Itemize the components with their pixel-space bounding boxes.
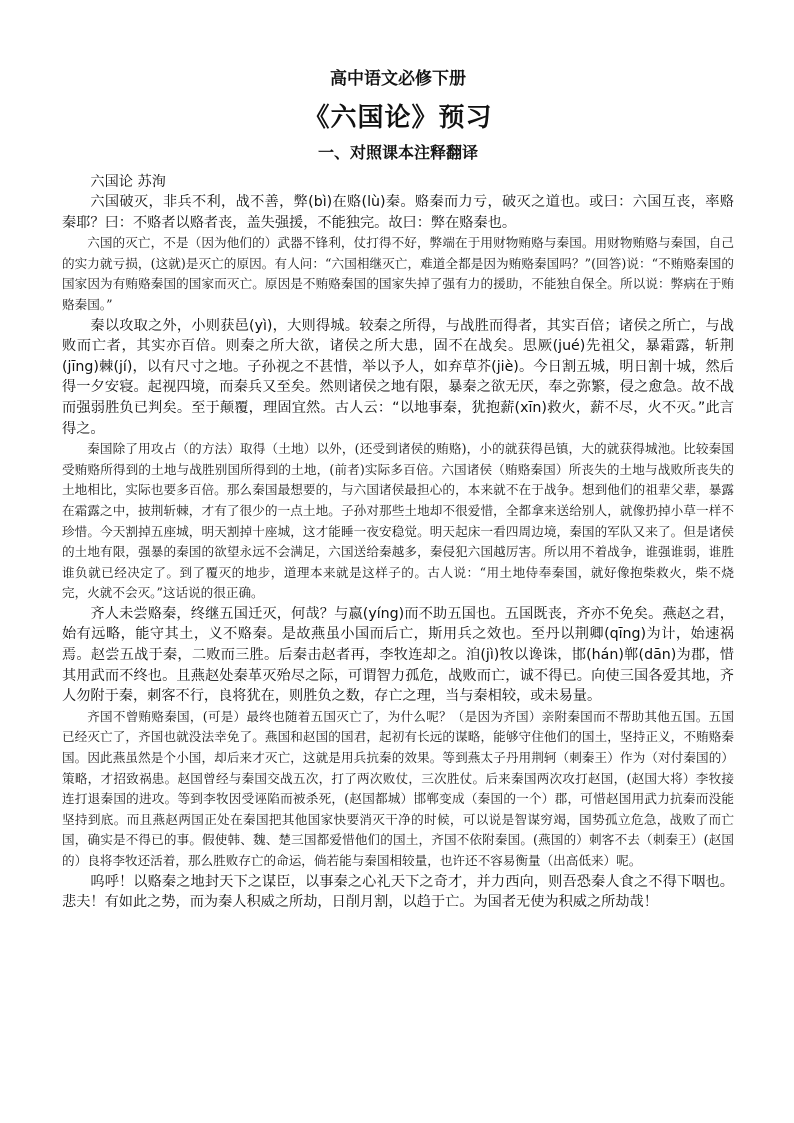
paragraph-translation-1: 六国的灭亡，不是（因为他们的）武器不锋利，仗打得不好，弊端在于用财物贿赂与秦国。用财物贿赂与秦国，自己的实力就亏损，(这就)是灭亡的原因。有人问：“六国相继灭亡，难道全都是因为贿赂秦国吗？”(回答)说：“不贿赂秦国的国家因为有贿赂秦国的国家而灭亡。原因是不贿赂秦国的国家失掉了强有力的援助，不能独自保全。所以说：弊病在于贿赂秦国。”: [62, 235, 734, 312]
paragraph-original-3: 齐人未尝赂秦，终继五国迁灭，何哉？与嬴(yíng)而不助五国也。五国既丧，齐亦不免矣。燕赵之君，始有远略，能守其土，义不赂秦。是故燕虽小国而后亡，斯用兵之效也。至丹以荆卿(qīng)为计，始速祸焉。赵尝五战于秦，二败而三胜。后秦击赵者再，李牧连却之。洎(jì)牧以谗诛，邯(hán)郸(dān)为郡，惜其用武而不终也。且燕赵处秦革灭殆尽之际，可谓智力孤危，战败而亡，诚不得已。向使三国各爱其地，齐人勿附于秦，刺客不行，良将犹在，则胜负之数，存亡之理，当与秦相较，或未易量。: [62, 605, 734, 705]
paragraph-translation-3: 齐国不曾贿赂秦国，(可是）最终也随着五国灭亡了，为什么呢？（是因为齐国）亲附秦国而不帮助其他五国。五国已经灭亡了，齐国也就没法幸免了。燕国和赵国的国君，起初有长远的谋略，能够守住他们的国土，坚持正义，不贿赂秦国。因此燕虽然是个小国，却后来才灭亡，这就是用兵抗秦的效果。等到燕太子丹用荆轲（刺秦王）作为（对付秦国的）策略，才招致祸患。赵国曾经与秦国交战五次，打了两次败仗，三次胜仗。后来秦国两次攻打赵国，(赵国大将）李牧接连打退秦国的进攻。等到李牧因受诬陷而被杀死，(赵国都城）邯郸变成（秦国的一个）郡，可惜赵国用武力抗秦而没能坚持到底。而且燕赵两国正处在秦国把其他国家快要消灭干净的时候，可以说是智谋穷竭，国势孤立危急，战败了而亡国，确实是不得已的事。假使韩、魏、楚三国都爱惜他们的国土，齐国不依附秦国。(燕国的）刺客不去（刺秦王）(赵国的）良将李牧还活着，那么胜败存亡的命运，倘若能与秦国相较量，也许还不容易衡量（出高低来）呢。: [62, 708, 734, 868]
subject-heading: 高中语文必修下册: [330, 69, 466, 89]
paragraph-original-1: 六国破灭，非兵不利，战不善，弊(bì)在赂(lù)秦。赂秦而力亏，破灭之道也。或曰：六国互丧，率赂秦耶？曰：不赂者以赂者丧，盖失强援，不能独完。故曰：弊在赂秦也。: [62, 194, 734, 231]
section-heading: 一、对照课本注释翻译: [317, 143, 478, 162]
paragraph-translation-2: 秦国除了用攻占（的方法）取得（土地）以外，(还受到诸侯的贿赂)，小的就获得邑镇，大的就获得城池。比较秦国受贿赂所得到的土地与战胜别国所得到的土地，(前者)实际多百倍。六国诸侯（贿赂秦国）所丧失的土地与战败所丧失的土地相比，实际也要多百倍。那么秦国最想要的，与六国诸侯最担心的，本来就不在于战争。想到他们的祖辈父辈，暴露在霜露之中，披荆斩棘，才有了很少的一点土地。子孙对那些土地却不很爱惜，全都拿来送给别人，就像扔掉小草一样不珍惜。今天割掉五座城，明天割掉十座城，这才能睡一夜安稳觉。明天起床一看四周边境，秦国的军队又来了。但是诸侯的土地有限，强暴的秦国的欲望永远不会满足，六国送给秦越多，秦侵犯六国越厉害。所以用不着战争，谁强谁弱，谁胜谁负就已经决定了。到了覆灭的地步，道理本来就是这样子的。古人说：“用土地侍奉秦国，就好像抱柴救火，柴不烧完，火就不会灭。”这话说的很正确。: [62, 441, 734, 601]
paragraph-original-2: 秦以攻取之外，小则获邑(yì)，大则得城。较秦之所得，与战胜而得者，其实百倍；诸侯之所亡，与战败而亡者，其实亦百倍。则秦之所大欲，诸侯之所大患，固不在战矣。思厥(jué)先祖父，暴霜露，斩荆(jīng)棘(jí)，以有尺寸之地。子孙视之不甚惜，举以予人，如弃草芥(jiè)。今日割五城，明日割十城，然后得一夕安寝。起视四境，而秦兵又至矣。然则诸侯之地有限，暴秦之欲无厌，奉之弥繁，侵之愈急。故不战而强弱胜负已判矣。至于颠覆，理固宜然。古人云：“以地事秦，犹抱薪(xīn)救火，薪不尽，火不灭。”此言得之。: [62, 317, 734, 437]
document-page: [62, 66, 734, 913]
paragraph-original-4: 呜呼！以赂秦之地封天下之谋臣，以事秦之心礼天下之奇才，并力西向，则吾恐秦人食之不得下咽也。悲夫！有如此之势，而为秦人积威之所劫，日削月割，以趋于亡。为国者无使为积威之所劫哉！: [62, 873, 734, 911]
byline: 六国论 苏洵: [90, 174, 166, 190]
page-title: 《六国论》预习: [303, 103, 493, 133]
